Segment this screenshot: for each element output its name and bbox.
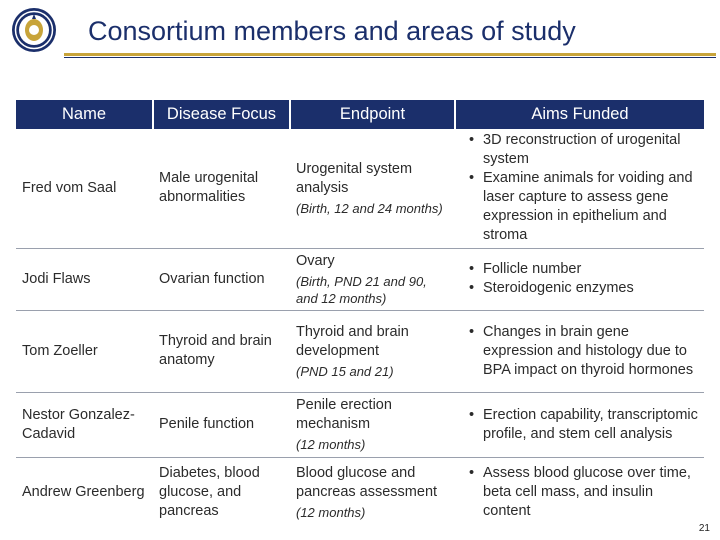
aims-list bbox=[461, 323, 700, 380]
organization-logo bbox=[10, 6, 58, 54]
table-row bbox=[16, 129, 704, 248]
disease-focus: Diabetes, blood glucose, and pancreas bbox=[159, 464, 260, 519]
aims-list bbox=[461, 406, 700, 444]
aims-list bbox=[461, 260, 700, 298]
table-row bbox=[16, 392, 704, 457]
endpoint-timepoints: (PND 15 and 21) bbox=[296, 363, 394, 379]
endpoint: Thyroid and brain development bbox=[296, 323, 409, 359]
endpoint-cell bbox=[290, 248, 455, 310]
member-name: Tom Zoeller bbox=[16, 310, 153, 392]
title-rule-navy bbox=[64, 57, 716, 58]
aims-list bbox=[461, 131, 700, 245]
page-title: Consortium members and areas of study bbox=[88, 16, 576, 46]
table-row bbox=[16, 248, 704, 310]
table-row bbox=[16, 310, 704, 392]
aims-cell bbox=[455, 392, 704, 457]
header-aims-funded: Aims Funded bbox=[455, 100, 704, 129]
aim-item: • Follicle number bbox=[483, 260, 700, 279]
endpoint: Urogenital system analysis bbox=[296, 160, 413, 196]
aim-item: • Erection capability, transcriptomic profile, and stem cell analysis bbox=[483, 406, 700, 444]
consortium-table bbox=[16, 100, 704, 527]
page-number: 21 bbox=[698, 523, 710, 534]
endpoint-cell bbox=[290, 129, 455, 248]
disease-focus: Penile function bbox=[153, 392, 290, 457]
header-endpoint: Endpoint bbox=[290, 100, 455, 129]
aims-cell bbox=[455, 310, 704, 392]
endpoint-timepoints: (Birth, 12 and 24 months) bbox=[296, 200, 443, 216]
member-name: Jodi Flaws bbox=[16, 248, 153, 310]
aims-cell bbox=[455, 129, 704, 248]
member-name: Fred vom Saal bbox=[16, 129, 153, 248]
table-header-row bbox=[16, 100, 704, 129]
disease-focus: Thyroid and brain anatomy bbox=[153, 310, 290, 392]
member-name: Nestor Gonzalez-Cadavid bbox=[16, 392, 153, 457]
aim-item: • Examine animals for voiding and laser capture to assess gene expression in epithelium and stroma bbox=[483, 169, 700, 245]
table-row bbox=[16, 457, 704, 527]
aims-cell bbox=[455, 457, 704, 527]
aim-item: • Steroidogenic enzymes bbox=[483, 279, 700, 298]
aim-item: • 3D reconstruction of urogenital system bbox=[483, 131, 700, 169]
endpoint-timepoints: (Birth, PND 21 and 90, and 12 months) bbox=[296, 273, 427, 306]
aim-item: • Assess blood glucose over time, beta cell mass, and insulin content bbox=[483, 464, 700, 521]
aims-list bbox=[461, 464, 700, 521]
endpoint: Ovary bbox=[296, 252, 335, 269]
endpoint-timepoints: (12 months) bbox=[296, 437, 366, 452]
endpoint-cell bbox=[290, 310, 455, 392]
aim-item: • Changes in brain gene expression and histology due to BPA impact on thyroid hormones bbox=[483, 323, 700, 380]
endpoint: Blood glucose and pancreas assessment bbox=[296, 464, 438, 500]
endpoint-cell bbox=[290, 392, 455, 457]
endpoint-timepoints: (12 months) bbox=[296, 504, 366, 520]
endpoint-cell bbox=[290, 457, 455, 527]
header-name: Name bbox=[16, 100, 153, 129]
disease-focus: Male urogenital abnormalities bbox=[153, 129, 290, 248]
disease-focus: Ovarian function bbox=[153, 248, 290, 310]
member-name: Andrew Greenberg bbox=[22, 483, 145, 500]
aims-cell bbox=[455, 248, 704, 310]
title-rule-gold bbox=[64, 53, 716, 56]
endpoint: Penile erection mechanism bbox=[296, 397, 392, 432]
header-disease-focus: Disease Focus bbox=[153, 100, 290, 129]
